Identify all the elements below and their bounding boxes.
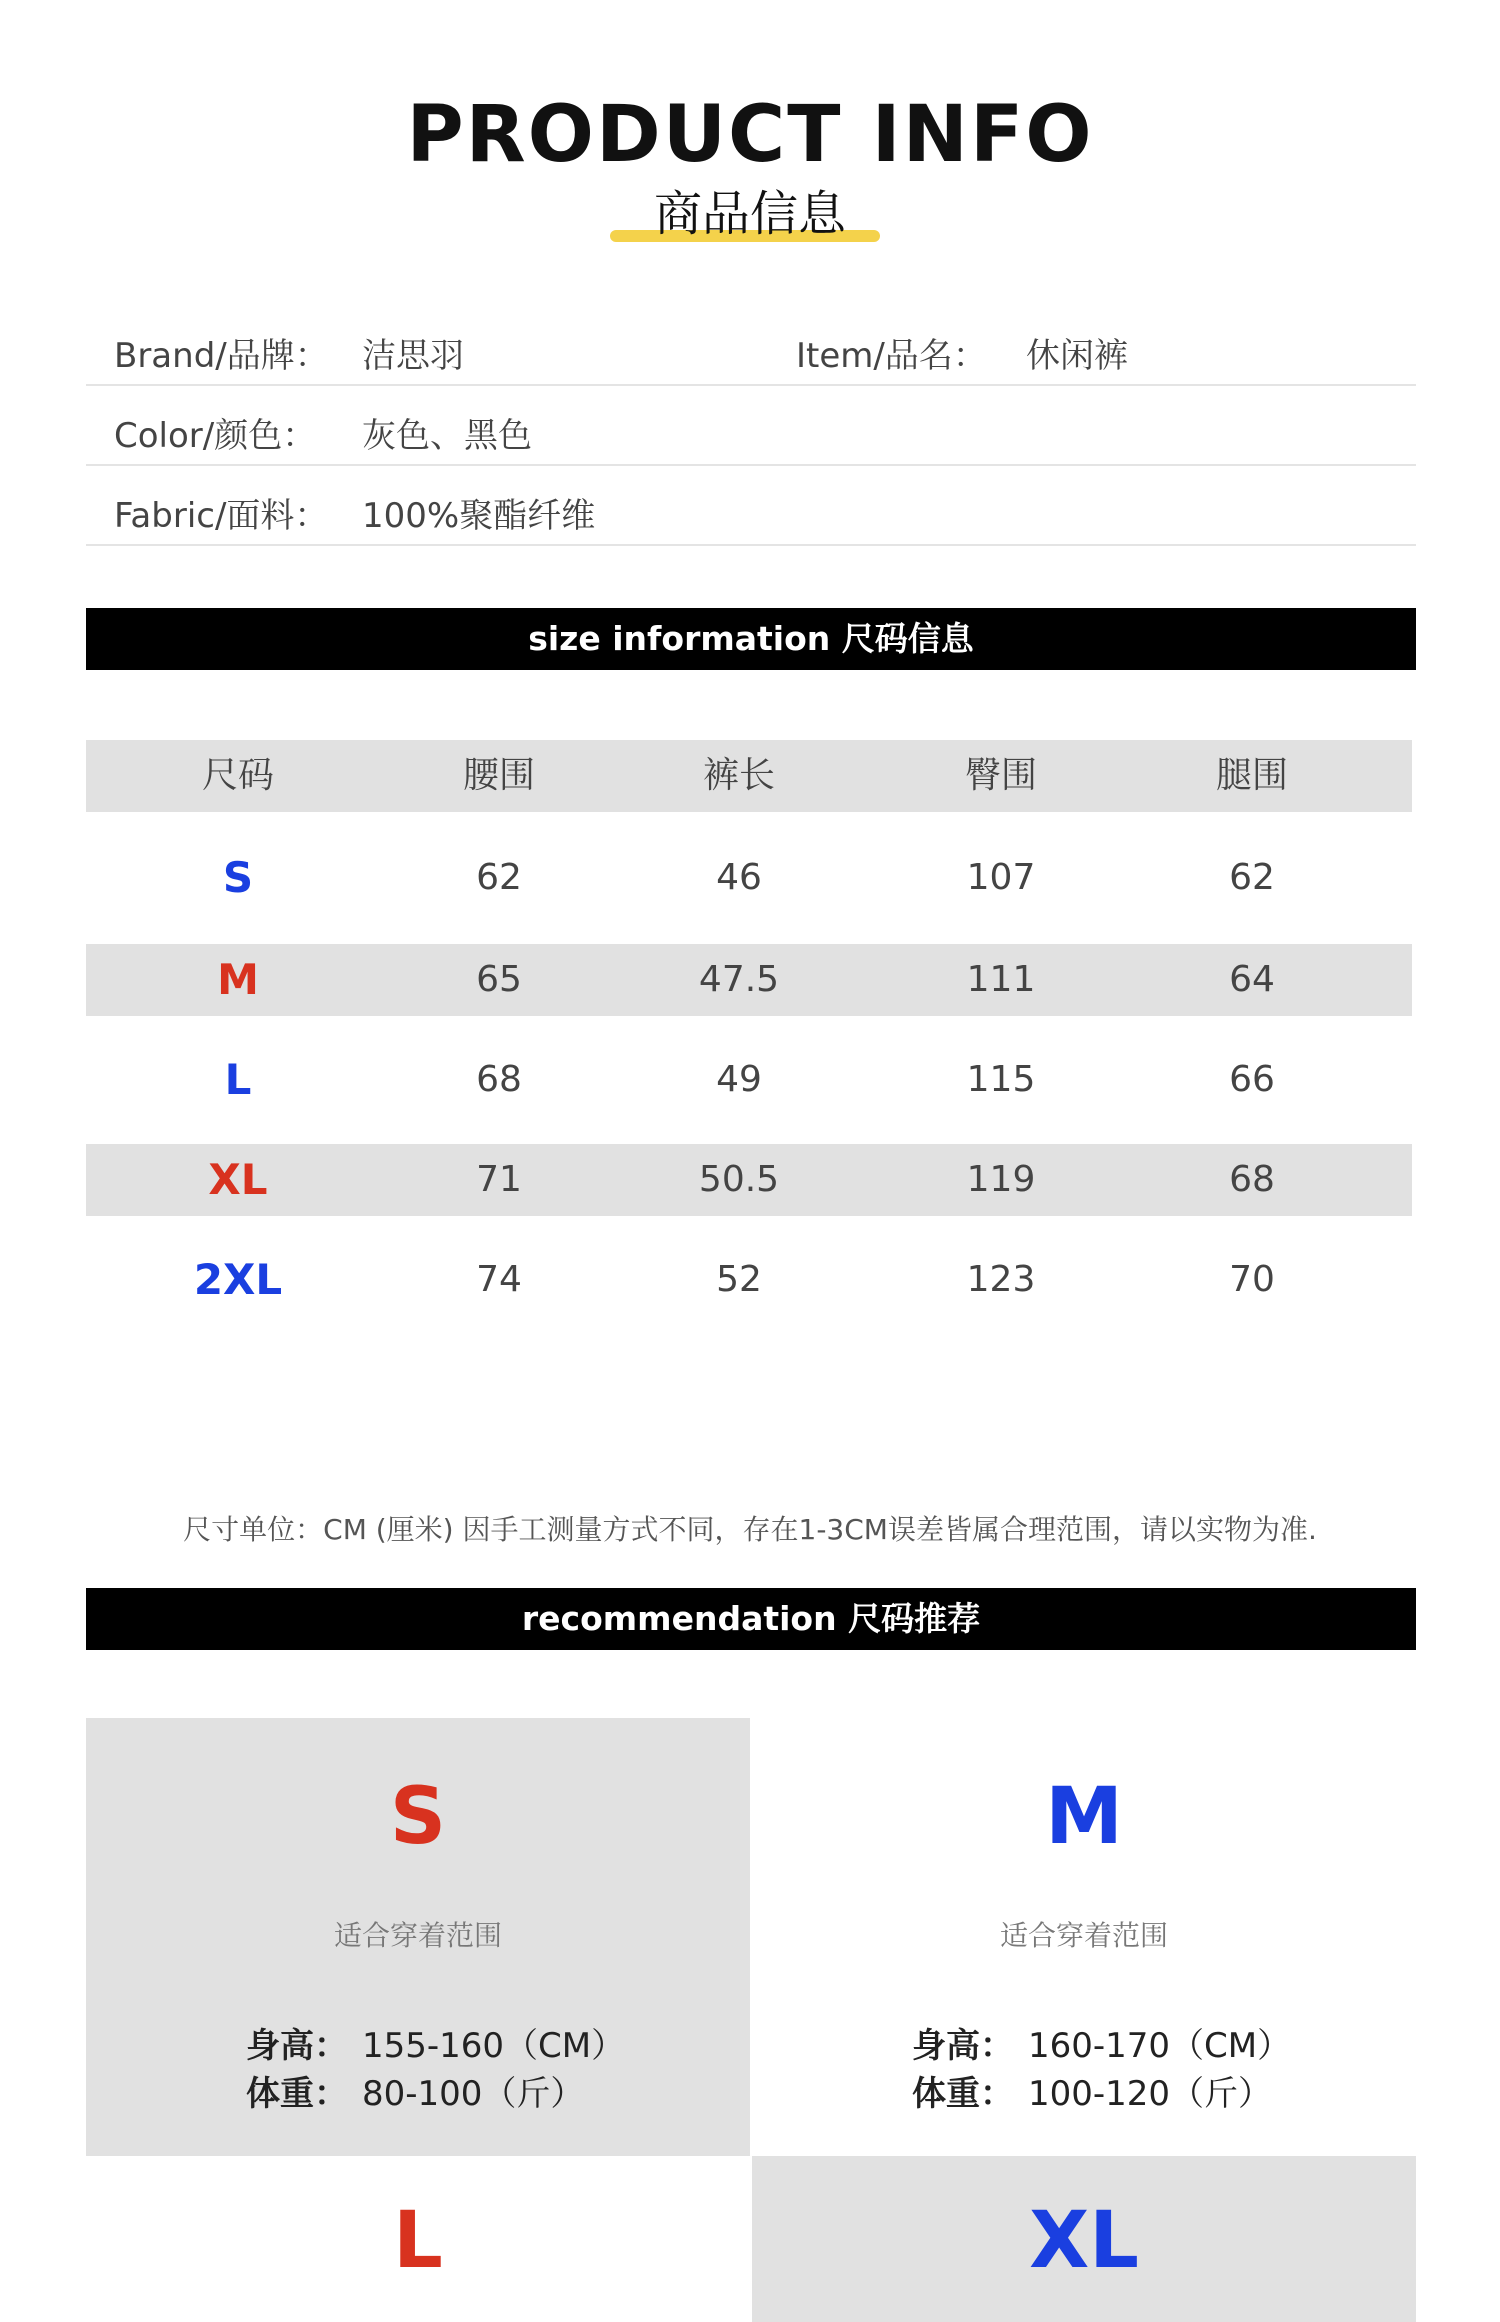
rec-card-l (86, 2156, 750, 2322)
length-cell: 50.5 (698, 1159, 780, 1200)
hip-cell: 107 (966, 857, 1036, 898)
weight-value: 80-100（斤） (362, 2074, 585, 2114)
waist-cell: 62 (476, 857, 522, 898)
header-thigh: 腿围 (1215, 755, 1288, 796)
length-cell: 47.5 (698, 959, 780, 1000)
waist-cell: 71 (476, 1159, 522, 1200)
hero-subtitle: 商品信息 (653, 186, 846, 242)
rec-size-label: XL (1029, 2196, 1139, 2286)
waist-cell: 65 (476, 959, 522, 1000)
size-row (86, 1216, 1412, 1344)
info-row-color (86, 386, 1416, 466)
rec-size-label: S (389, 1772, 447, 1862)
size-row (86, 1016, 1412, 1144)
hip-cell: 115 (966, 1059, 1036, 1100)
rec-card-m (752, 1718, 1416, 2156)
brand-label: Brand/品牌： (114, 336, 329, 376)
thigh-cell: 64 (1229, 959, 1275, 1000)
size-row (86, 1144, 1412, 1216)
weight-value: 100-120（斤） (1028, 2074, 1273, 2114)
rec-size-label: M (1045, 1772, 1123, 1862)
rec-height-line (912, 2018, 1291, 2067)
header-length: 裤长 (702, 755, 775, 796)
hip-cell: 111 (966, 959, 1036, 1000)
rec-height-line (246, 2018, 625, 2067)
rec-card-xl (752, 2156, 1416, 2322)
rec-caption: 适合穿着范围 (333, 1919, 502, 1952)
size-info-bar: size information 尺码信息 (86, 608, 1416, 670)
size-cell: L (224, 1055, 252, 1104)
length-cell: 52 (716, 1259, 762, 1300)
fabric-value: 100%聚酯纤维 (362, 496, 596, 536)
waist-cell: 68 (476, 1059, 522, 1100)
size-cell: 2XL (193, 1255, 283, 1304)
length-cell: 49 (716, 1059, 762, 1100)
size-note: 尺寸单位：CM (厘米) 因手工测量方式不同，存在1-3CM误差皆属合理范围，请以实物为准. (183, 1513, 1317, 1546)
thigh-cell: 62 (1229, 857, 1275, 898)
height-value: 160-170（CM） (1028, 2026, 1292, 2066)
hero-title: PRODUCT INFO (406, 90, 1094, 180)
size-table-header (86, 740, 1412, 812)
item-value: 休闲裤 (1026, 336, 1128, 376)
hero-subtitle-block (0, 188, 1500, 248)
rec-caption: 适合穿着范围 (999, 1919, 1168, 1952)
recommendation-bar: recommendation 尺码推荐 (86, 1588, 1416, 1650)
weight-label: 体重： (912, 2074, 1014, 2114)
info-row-fabric (86, 466, 1416, 546)
rec-weight-line (246, 2066, 584, 2115)
size-cell: S (222, 853, 254, 902)
height-value: 155-160（CM） (362, 2026, 626, 2066)
info-row-brand (86, 306, 1416, 386)
thigh-cell: 70 (1229, 1259, 1275, 1300)
rec-weight-line (912, 2066, 1272, 2115)
brand-value: 洁思羽 (362, 336, 464, 376)
height-label: 身高： (246, 2026, 348, 2066)
rec-card-s (86, 1718, 750, 2156)
size-cell: M (217, 955, 259, 1004)
weight-label: 体重： (246, 2074, 348, 2114)
header-hip: 臀围 (964, 755, 1037, 796)
size-row (86, 812, 1412, 944)
fabric-label: Fabric/面料： (114, 496, 329, 536)
size-cell: XL (208, 1155, 268, 1204)
size-table (86, 740, 1412, 1344)
hip-cell: 123 (966, 1259, 1036, 1300)
color-label: Color/颜色： (114, 416, 317, 456)
header-waist: 腰围 (462, 755, 535, 796)
thigh-cell: 68 (1229, 1159, 1275, 1200)
rec-size-label: L (393, 2196, 443, 2286)
length-cell: 46 (716, 857, 762, 898)
height-label: 身高： (912, 2026, 1014, 2066)
product-info-table (86, 306, 1416, 546)
size-row (86, 944, 1412, 1016)
thigh-cell: 66 (1229, 1059, 1275, 1100)
hip-cell: 119 (966, 1159, 1036, 1200)
item-label: Item/品名： (796, 336, 987, 376)
waist-cell: 74 (476, 1259, 522, 1300)
color-value: 灰色、黑色 (362, 416, 532, 456)
header-size: 尺码 (201, 755, 274, 796)
